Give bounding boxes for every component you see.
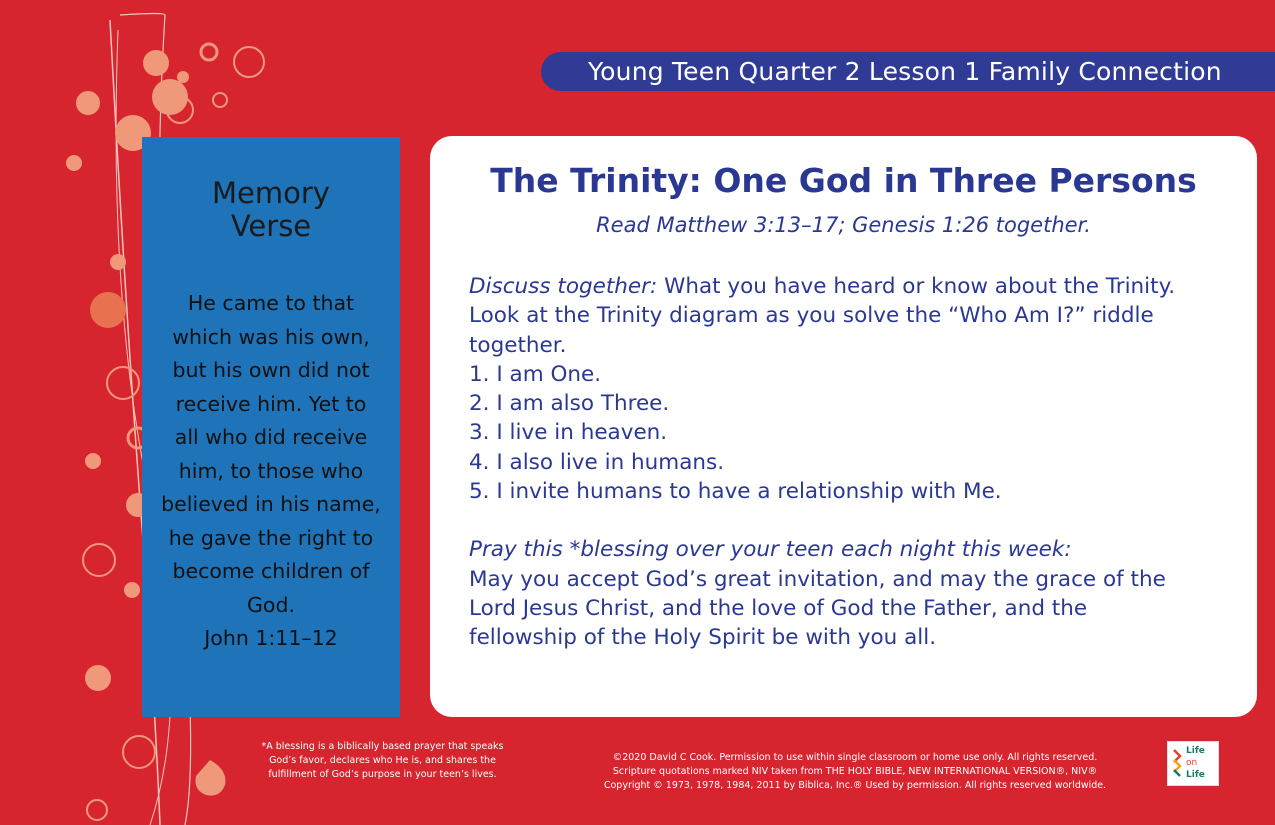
logo-word: on xyxy=(1186,758,1198,768)
pray-label: Pray this *blessing over your teen each night this week: xyxy=(469,537,1072,563)
memory-verse-heading xyxy=(142,177,400,243)
lesson-body xyxy=(469,272,1229,653)
discuss-text: What you have heard or know about the Trinity. Look at the Trinity diagram as you solve the “Who Am I?” riddle together. xyxy=(469,274,1176,358)
riddle-item: 1. I am One. xyxy=(469,361,602,387)
life-on-life-logo xyxy=(1167,741,1219,786)
memory-verse-heading-line2: Verse xyxy=(230,209,312,243)
riddle-item: 2. I am also Three. xyxy=(469,391,670,417)
memory-verse-reference: John 1:11–12 xyxy=(204,626,338,650)
riddle-item: 4. I also live in humans. xyxy=(469,449,725,475)
memory-verse-heading-line1: Memory xyxy=(212,176,330,210)
blessing-footnote: *A blessing is a biblically based prayer that speaks God’s favor, declares who He is, and shares the fulfillment of God’s purpose in your teen’s lives. xyxy=(261,741,504,780)
logo-word: Life xyxy=(1186,770,1205,780)
spacer xyxy=(469,506,1229,535)
memory-verse-text-block xyxy=(161,287,381,656)
riddle-item: 3. I live in heaven. xyxy=(469,420,668,446)
logo-mark-icon xyxy=(1172,748,1184,780)
logo-word: Life xyxy=(1186,746,1205,756)
reading-instruction: Read Matthew 3:13–17; Genesis 1:26 together. xyxy=(596,213,1091,237)
riddle-item: 5. I invite humans to have a relationship with Me. xyxy=(469,479,1002,505)
copyright-notice xyxy=(560,751,1150,793)
blessing-text: May you accept God’s great invitation, and may the grace of the Lord Jesus Christ, and the love of God the Father, and the fellowship of the Holy Spirit be with you all. xyxy=(469,566,1166,651)
memory-verse-card xyxy=(142,137,400,717)
discuss-label: Discuss together: xyxy=(469,274,658,299)
discuss-paragraph xyxy=(469,272,1229,360)
header-title: Young Teen Quarter 2 Lesson 1 Family Connection xyxy=(588,57,1222,86)
logo-wordmark xyxy=(1186,745,1220,781)
memory-verse-text: He came to that which was his own, but his own did not receive him. Yet to all who did receive him, to those who believed in his name, he gave the right to become children of God. xyxy=(161,291,381,617)
copyright-line: Scripture quotations marked NIV taken from THE HOLY BIBLE, NEW INTERNATIONAL VERSION®, NIV® xyxy=(612,766,1098,777)
page-title: The Trinity: One God in Three Persons xyxy=(490,161,1197,200)
copyright-line: ©2020 David C Cook. Permission to use within single classroom or home use only. All rights reserved. xyxy=(612,752,1098,763)
copyright-line: Copyright © 1973, 1978, 1984, 2011 by Biblica, Inc.® Used by permission. All rights reserved worldwide. xyxy=(603,780,1107,791)
header-banner xyxy=(541,52,1275,91)
